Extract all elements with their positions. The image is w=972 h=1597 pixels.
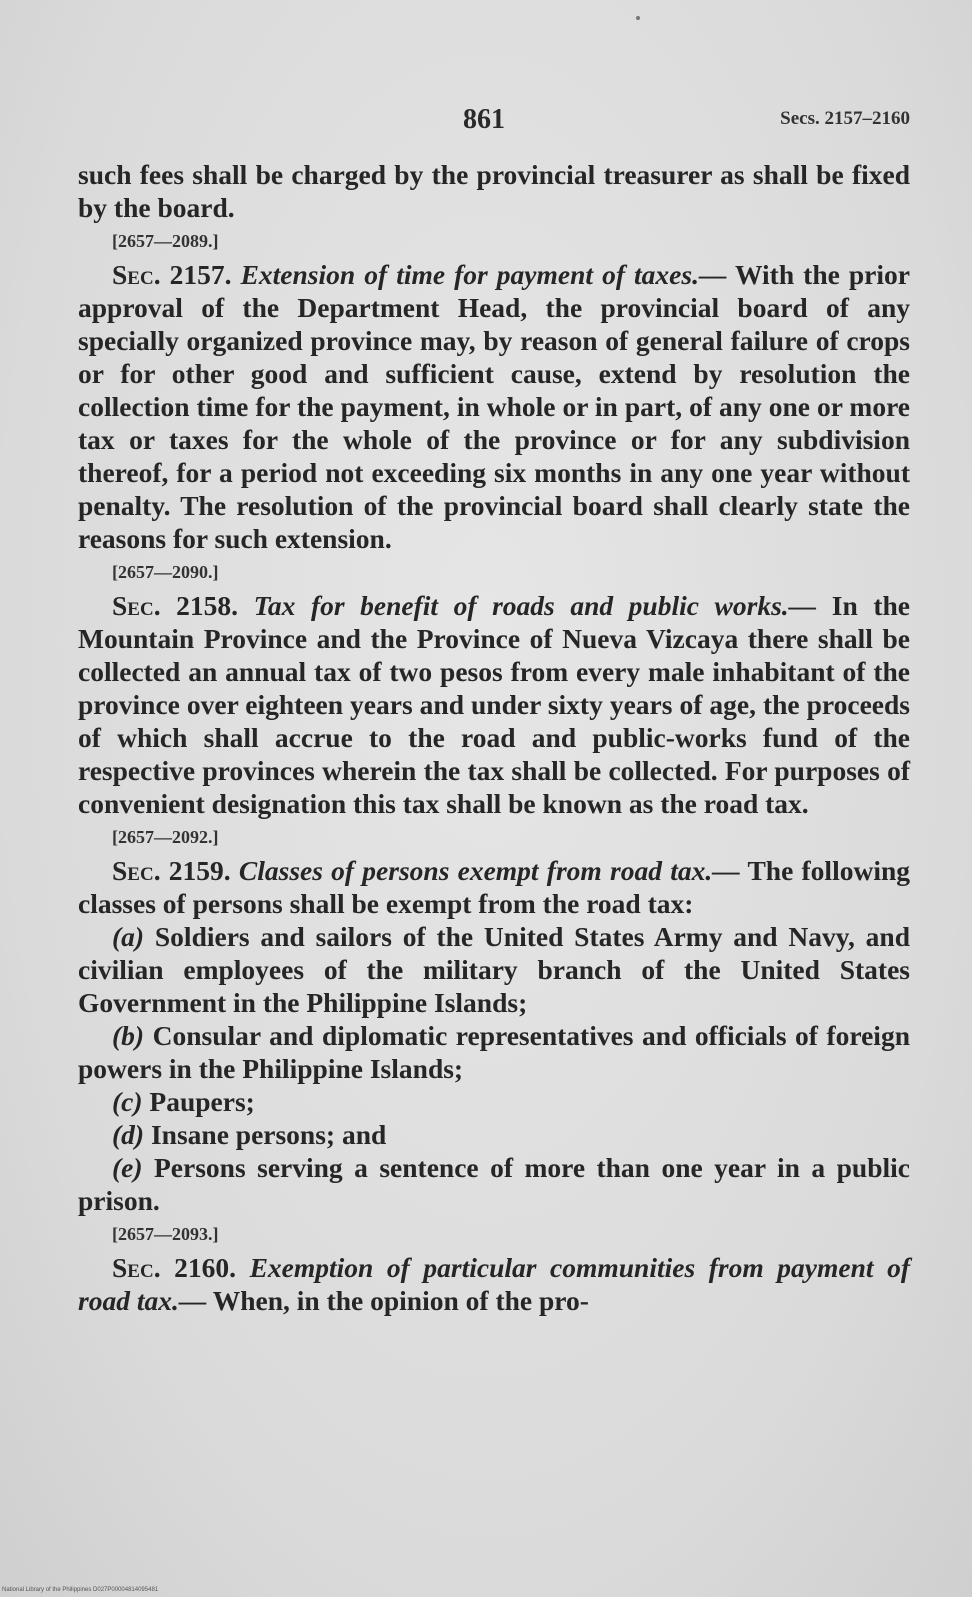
citation-ref: [2657—2092.] [112, 827, 219, 847]
item-text: Insane persons; and [150, 1119, 387, 1150]
item-text: Paupers; [149, 1086, 255, 1117]
section-2159 [78, 854, 910, 920]
section-label: Sec. 2160. [112, 1252, 237, 1283]
list-item-c [78, 1085, 910, 1118]
section-title: Extension of time for payment of taxes.— [240, 259, 727, 290]
document-body [78, 158, 910, 1317]
continued-paragraph: such fees shall be charged by the provincial treasurer as shall be fixed by the board. [78, 159, 910, 223]
section-text: When, in the opinion of the pro- [212, 1285, 589, 1316]
section-2160 [78, 1251, 910, 1317]
section-title: Exemption of particular communities from payment of road tax.— [78, 1252, 910, 1316]
scan-speck [636, 16, 640, 20]
item-text: Persons serving a sentence of more than one year in a public prison. [78, 1152, 911, 1216]
section-2158 [78, 589, 910, 820]
item-label: (e) [112, 1152, 143, 1183]
page-number: 861 [463, 104, 505, 135]
page-header [0, 100, 972, 140]
item-label: (d) [112, 1119, 145, 1150]
section-label: Sec. 2158. [112, 590, 239, 621]
section-range: Secs. 2157–2160 [780, 108, 910, 129]
item-label: (c) [112, 1086, 143, 1117]
section-label: Sec. 2157. [112, 259, 232, 290]
section-text: In the Mountain Province and the Province of Nueva Vizcaya there shall be collected an annual tax of two pesos from every male inhabitant of the province over eighteen years and under sixty years of age, the proceeds of which shall accrue to the road and public-works fund of the respective provinces wherein the tax shall be collected. For purposes of convenient designation this tax shall be known as the road tax. [78, 590, 910, 819]
citation-ref: [2657—2093.] [112, 1224, 219, 1244]
list-item-b [78, 1019, 910, 1085]
citation-ref: [2657—2090.] [112, 562, 219, 582]
item-text: Consular and diplomatic representatives and officials of foreign powers in the Philippine Islands; [78, 1020, 910, 1084]
scan-footer: National Library of the Philippines D027P00004814095481 [2, 1587, 159, 1593]
section-2157 [78, 258, 910, 555]
list-item-a [78, 920, 910, 1019]
item-label: (a) [112, 921, 145, 952]
item-label: (b) [112, 1020, 145, 1051]
section-text: The following classes of persons shall be exempt from the road tax: [78, 855, 911, 919]
section-text: With the prior approval of the Department Head, the provincial board of any specially organized province may, by reason of general failure of crops or for other good and sufficient cause, extend by resolution the collection time for the payment, in whole or in part, of any one or more tax or taxes for the whole of the province or for any subdivision thereof, for a period not exceeding six months in any one year without penalty. The resolution of the provincial board shall clearly state the reasons for such extension. [78, 259, 910, 554]
item-text: Soldiers and sailors of the United States Army and Navy, and civilian employees of the military branch of the United States Government in the Philippine Islands; [78, 921, 910, 1018]
list-item-d [78, 1118, 910, 1151]
section-title: Classes of persons exempt from road tax.— [238, 855, 740, 886]
list-item-e [78, 1151, 910, 1217]
section-label: Sec. 2159. [112, 855, 231, 886]
section-title: Tax for benefit of roads and public works.— [253, 590, 817, 621]
citation-ref: [2657—2089.] [112, 231, 219, 251]
